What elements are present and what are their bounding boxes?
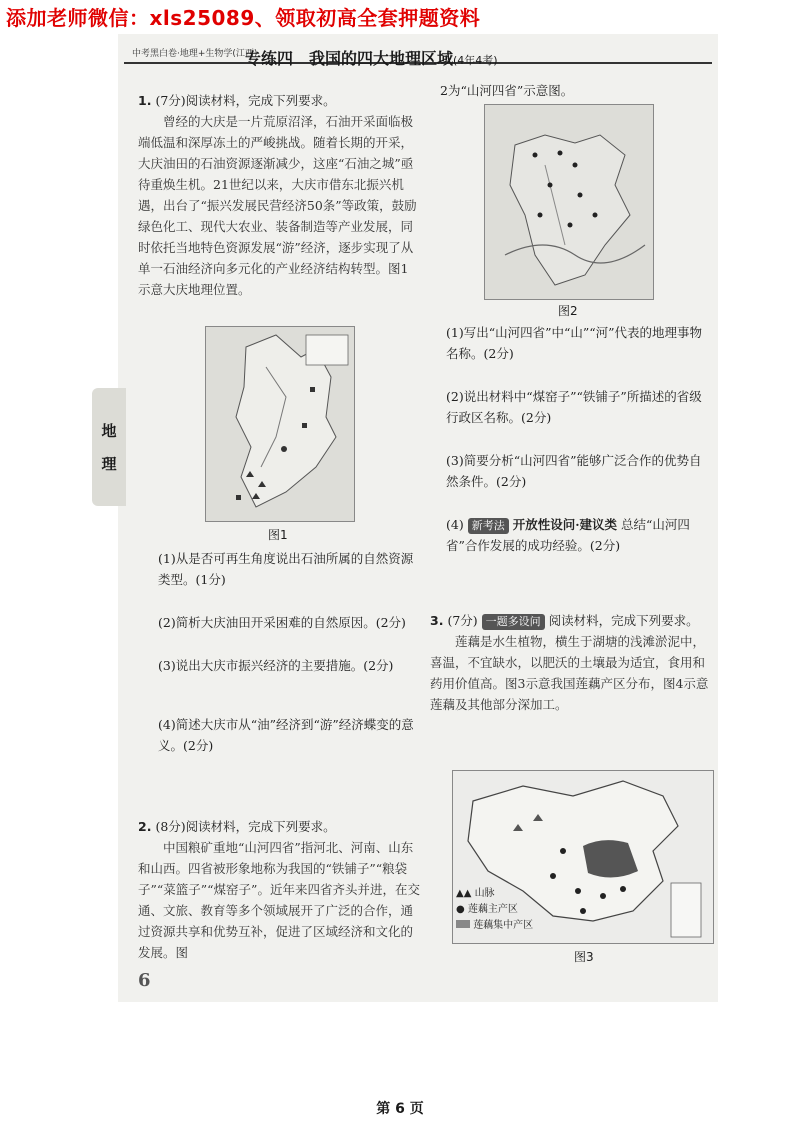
q2-sub-3: (3)简要分析“山河四省”能够广泛合作的优势自然条件。(2分) xyxy=(446,453,702,489)
new-method-tag: 新考法 xyxy=(468,518,509,534)
q2-sub-2: (2)说出材料中“煤窑子”“铁铺子”所描述的省级行政区名称。(2分) xyxy=(446,389,702,425)
figure-2-map-drawing xyxy=(485,105,653,299)
page-corner-number: 6 xyxy=(138,970,151,991)
figure-3-caption: 图3 xyxy=(574,950,594,964)
side-tab-char-2: 理 xyxy=(101,455,117,473)
question-2-continued: 2为“山河四省”示意图。 xyxy=(440,83,574,98)
figure-2-map xyxy=(484,104,654,300)
q2-sub-4-text: 总结“山河四省”合作发展的成功经验。(2分) xyxy=(446,517,690,553)
q2-sub-4-prefix: (4) xyxy=(446,517,464,532)
section-title xyxy=(245,46,498,69)
figure-1-caption: 图1 xyxy=(268,528,288,542)
question-2-passage: 中国粮矿重地“山河四省”指河北、河南、山东和山西。四省被形象地称为我国的“铁铺子”“粮袋子”“菜篮子”“煤窑子”。近年来四省齐头并进，在交通、文旅、教育等多个领域展开了广泛的合作，通过资源共享和优势互补，促进了区域经济和文化的发展。图 xyxy=(138,840,420,960)
figure-3-legend xyxy=(456,886,576,934)
legend-main-area: 莲藕主产区 xyxy=(467,904,518,915)
area-swatch-icon xyxy=(456,920,470,928)
q2-sub-1: (1)写出“山河四省”中“山”“河”代表的地理事物名称。(2分) xyxy=(446,325,703,361)
section-title-text: 专练四 我国的四大地理区域 xyxy=(245,49,454,68)
legend-concentrated-area: 莲藕集中产区 xyxy=(473,920,534,931)
question-3-stem: 阅读材料，完成下列要求。 xyxy=(548,613,699,628)
question-1 xyxy=(138,90,420,300)
q1-sub-1: (1)从是否可再生角度说出石油所属的自然资源类型。(1分) xyxy=(158,551,414,587)
page-footer: 第 6 页 xyxy=(376,1101,424,1117)
figure-2-caption: 图2 xyxy=(558,304,578,318)
book-header: 中考黑白卷·地理+生物学(江西) xyxy=(132,49,258,59)
section-note: (4年4考) xyxy=(453,54,498,67)
q2-sub-4-type: 开放性设问·建议类 xyxy=(512,517,618,532)
question-1-passage: 曾经的大庆是一片荒原沼泽，石油开采面临极端低温和深厚冻土的严峻挑战。随着长期的开采，大庆油田的石油资源逐渐减少，这座“石油之城”亟待重焕生机。21世纪以来，大庆市借东北振兴机遇，出台了“振兴发展民营经济50条”等政策，鼓励绿色化工、现代大农业、装备制造等产业发展，同时依托当地特色资源发展“游”经济，逐步实现了从单一石油经济向多元化的产业经济结构转型。图1示意大庆地理位置。 xyxy=(138,114,417,297)
question-2-subquestions xyxy=(446,322,712,556)
question-3-passage: 莲藕是水生植物，横生于湖塘的浅滩淤泥中，喜温，不宜缺水，以肥沃的土壤最为适宜，食用和药用价值高。图3示意我国莲藕产区分布，图4示意莲藕及其他部分深加工。 xyxy=(430,634,709,712)
watermark-banner: 添加老师微信：xls25089、领取初高全套押题资料 xyxy=(6,6,481,30)
mountain-icon: ▲▲ xyxy=(456,888,475,899)
q1-sub-2: (2)简析大庆油田开采困难的自然原因。(2分) xyxy=(158,615,406,630)
dot-icon: ● xyxy=(456,904,468,915)
question-3-number: 3. xyxy=(430,613,444,628)
side-tab-char-1: 地 xyxy=(101,422,117,440)
q1-sub-4: (4)简述大庆市从“油”经济到“游”经济蝶变的意义。(2分) xyxy=(158,717,414,753)
figure-1-map xyxy=(205,326,355,522)
question-1-stem: (7分)阅读材料，完成下列要求。 xyxy=(155,93,336,108)
q1-sub-3: (3)说出大庆市振兴经济的主要措施。(2分) xyxy=(158,658,394,673)
q2-sub-4 xyxy=(446,514,712,556)
question-1-number: 1. xyxy=(138,93,152,108)
question-2 xyxy=(138,816,420,963)
figure-1-map-drawing xyxy=(206,327,354,521)
question-3 xyxy=(430,610,712,715)
legend-mountain: 山脉 xyxy=(474,888,495,899)
question-3-score: (7分) xyxy=(447,613,478,628)
subject-side-tab xyxy=(92,388,126,506)
multi-question-tag: 一题多设问 xyxy=(482,614,545,630)
question-1-subquestions xyxy=(158,548,420,756)
question-2-number: 2. xyxy=(138,819,152,834)
question-2-stem: (8分)阅读材料，完成下列要求。 xyxy=(155,819,336,834)
